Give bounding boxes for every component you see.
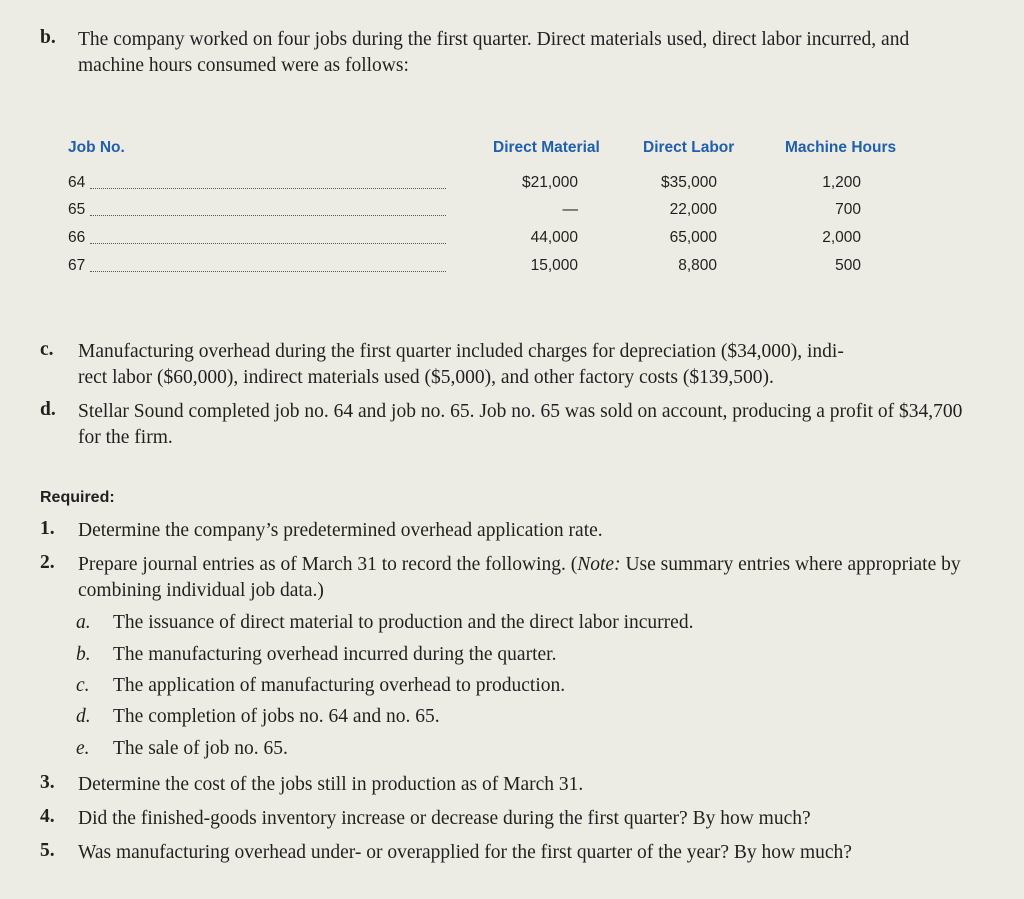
item-text: Was manufacturing overhead under- or overapplied for the first quarter of the year? By how much? bbox=[78, 842, 852, 863]
direct-material-value: 44,000 bbox=[530, 229, 578, 246]
sub-item-text: The completion of jobs no. 64 and no. 65. bbox=[113, 706, 440, 727]
sub-item-text: The manufacturing overhead incurred during the quarter. bbox=[113, 644, 557, 665]
direct-material-value: 15,000 bbox=[530, 257, 578, 274]
item-text: Determine the company’s predetermined overhead application rate. bbox=[78, 520, 603, 541]
paragraph-d-text: Stellar Sound completed job no. 64 and job no. 65. Job no. 65 was sold on account, producing a profit of $34,700 for the firm. bbox=[78, 401, 963, 448]
job-number: 66 bbox=[68, 229, 86, 246]
direct-labor-value: 22,000 bbox=[669, 201, 717, 218]
direct-labor-value: 8,800 bbox=[678, 257, 717, 274]
direct-material-value: — bbox=[562, 201, 578, 218]
item-label: 1. bbox=[40, 518, 55, 539]
job-number: 65 bbox=[68, 201, 86, 218]
required-heading: Required: bbox=[40, 489, 115, 506]
direct-material-value: $21,000 bbox=[521, 174, 578, 191]
paragraph-d-label: d. bbox=[40, 399, 56, 420]
header-direct-material: Direct Material bbox=[493, 139, 600, 156]
machine-hours-value: 700 bbox=[835, 201, 861, 218]
table-row bbox=[68, 174, 908, 196]
machine-hours-value: 1,200 bbox=[822, 174, 861, 191]
paragraph-c-text bbox=[78, 339, 978, 391]
dot-leader bbox=[90, 215, 446, 216]
sub-item-label: b. bbox=[76, 644, 91, 665]
item-label: 3. bbox=[40, 772, 55, 793]
sub-item-label: e. bbox=[76, 738, 90, 759]
sub-item-text: The sale of job no. 65. bbox=[113, 738, 288, 759]
machine-hours-value: 2,000 bbox=[822, 229, 861, 246]
sub-item-label: d. bbox=[76, 706, 91, 727]
header-job-no: Job No. bbox=[68, 139, 125, 156]
dot-leader bbox=[90, 188, 446, 189]
sub-item-text: The application of manufacturing overhead to production. bbox=[113, 675, 566, 696]
item-text: Did the finished-goods inventory increase or decrease during the first quarter? By how much? bbox=[78, 808, 811, 829]
dot-leader bbox=[90, 271, 446, 272]
job-number: 64 bbox=[68, 174, 86, 191]
item-text-part: Prepare journal entries as of March 31 to record the following. ( bbox=[78, 554, 578, 575]
item-text bbox=[78, 552, 978, 604]
note-word: Note: bbox=[577, 554, 621, 575]
paragraph-c-label: c. bbox=[40, 339, 54, 360]
table-row bbox=[68, 229, 908, 251]
item-text-part: Use summary entries where appropriate by combining individual job data.) bbox=[78, 554, 961, 601]
item-label: 5. bbox=[40, 840, 55, 861]
paragraph-c-line-1: Manufacturing overhead during the first quarter included charges for depreciation ($34,000), indi- bbox=[78, 341, 844, 362]
header-machine-hours: Machine Hours bbox=[785, 139, 897, 156]
paragraph-b-text: The company worked on four jobs during the first quarter. Direct materials used, direct labor incurred, and machine hours consumed were as follows: bbox=[78, 29, 910, 76]
job-number: 67 bbox=[68, 257, 86, 274]
direct-labor-value: $35,000 bbox=[660, 174, 717, 191]
item-label: 2. bbox=[40, 552, 55, 573]
direct-labor-value: 65,000 bbox=[669, 229, 717, 246]
table-row bbox=[68, 257, 908, 279]
sub-item-label: c. bbox=[76, 675, 90, 696]
item-label: 4. bbox=[40, 806, 55, 827]
paragraph-c-line-2: rect labor ($60,000), indirect materials used ($5,000), and other factory costs ($139,500). bbox=[78, 367, 774, 388]
paragraph-b-label: b. bbox=[40, 27, 56, 48]
machine-hours-value: 500 bbox=[835, 257, 861, 274]
table-row bbox=[68, 201, 908, 223]
item-text: Determine the cost of the jobs still in production as of March 31. bbox=[78, 774, 584, 795]
header-direct-labor: Direct Labor bbox=[643, 139, 735, 156]
dot-leader bbox=[90, 243, 446, 244]
sub-item-text: The issuance of direct material to production and the direct labor incurred. bbox=[113, 612, 694, 633]
sub-item-label: a. bbox=[76, 612, 91, 633]
